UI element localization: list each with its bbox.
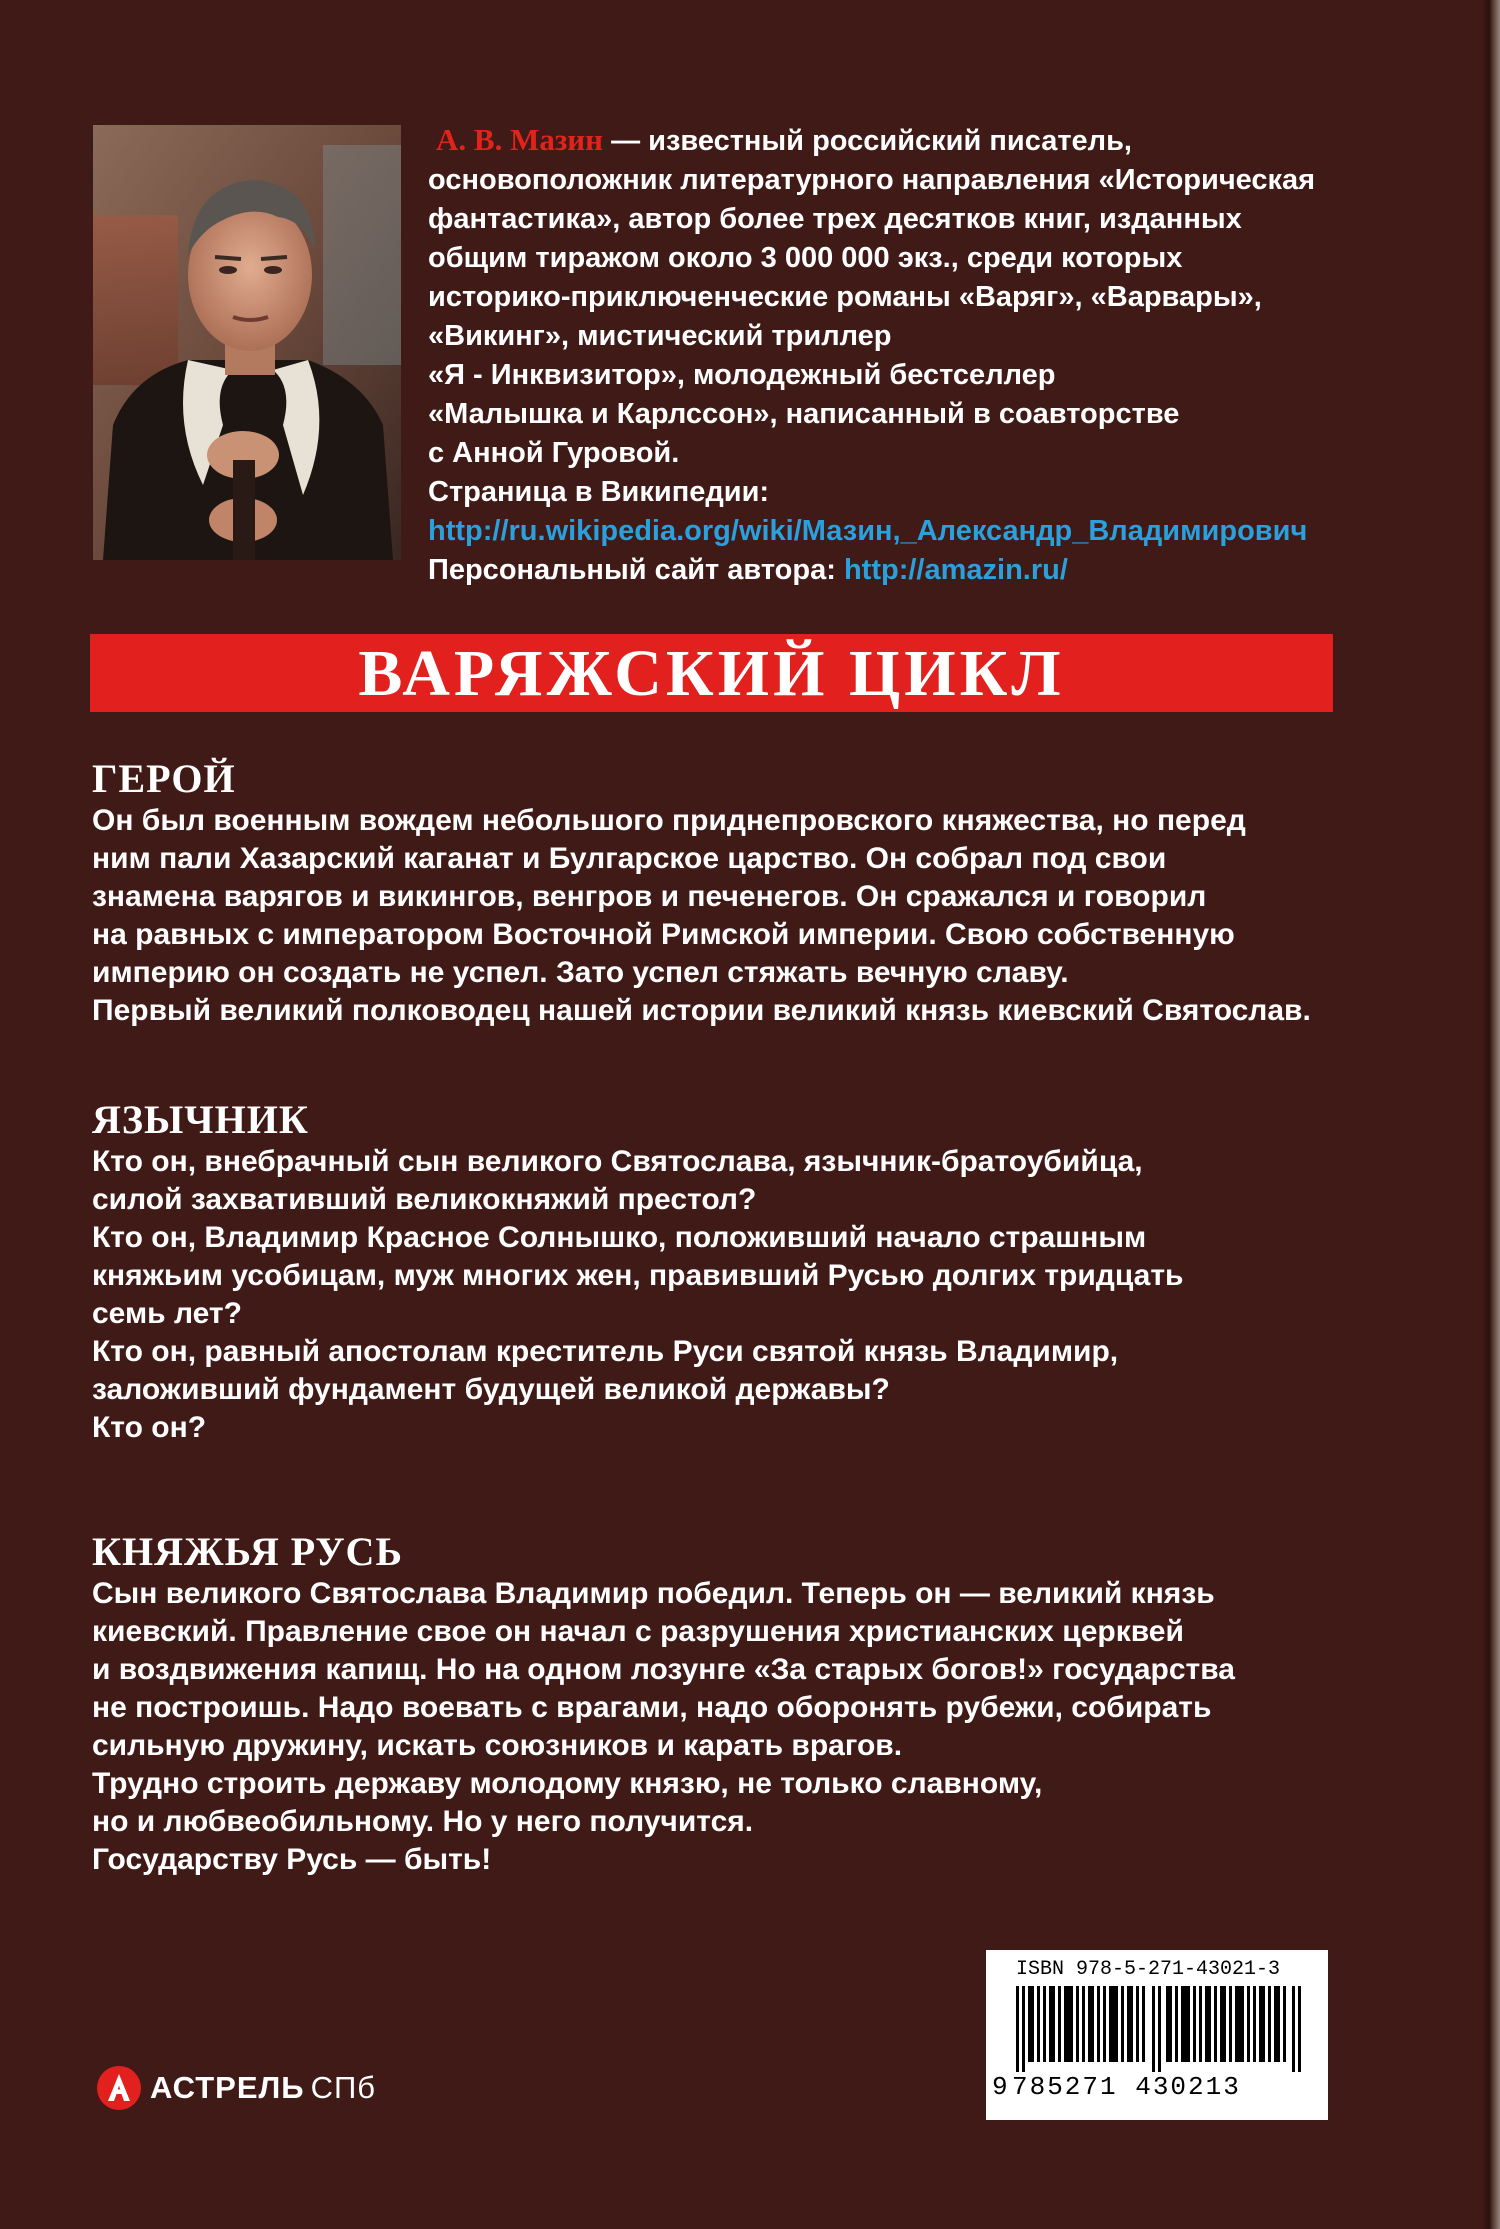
astrel-logo-icon [96,2065,142,2111]
section-line: Кто он, Владимир Красное Солнышко, положивший начало страшным [92,1221,1147,1254]
author-name: А. В. Мазин [436,122,604,157]
bio-line-1 [428,120,1328,161]
series-banner [90,634,1333,712]
section-line: княжьим усобицам, муж многих жен, правивший Русью долгих тридцать [92,1259,1184,1292]
section-line: Кто он, равный апостолам креститель Руси святой князь Владимир, [92,1335,1119,1368]
cover-edge [1482,0,1500,2229]
publisher-suffix: СПб [310,2070,376,2105]
bio-text-first: — известный российский писатель, [611,125,1132,157]
section-line: Государству Русь — быть! [92,1843,492,1876]
wikipedia-link[interactable]: http://ru.wikipedia.org/wiki/Мазин,_Александр_Владимирович [428,515,1308,547]
section-line: не построишь. Надо воевать с врагами, надо оборонять рубежи, собирать [92,1691,1212,1724]
bio-line: историко-приключенческие романы «Варяг», «Варвары», [428,281,1262,313]
author-bio [428,120,1328,590]
book-section-geroi [92,756,1342,1030]
section-title: ЯЗЫЧНИК [92,1097,309,1142]
ean-digits: 785271 430213 [1012,2072,1241,2102]
section-line: Трудно строить державу молодому князю, не только славному, [92,1767,1043,1800]
section-line: силой захвативший великокняжий престол? [92,1183,757,1216]
section-line: Сын великого Святослава Владимир победил. Теперь он — великий князь [92,1577,1215,1610]
section-line: сильную дружину, искать союзников и карать врагов. [92,1729,903,1762]
section-line: но и любвеобильному. Но у него получится. [92,1805,754,1838]
book-section-yazychnik [92,1097,1342,1447]
isbn-number: ISBN 978-5-271-43021-3 [1016,1958,1281,1981]
bio-line: «Викинг», мистический триллер [428,320,892,352]
bio-line: Страница в Википедии: [428,476,770,508]
author-photo [93,125,401,560]
section-line: Кто он? [92,1411,207,1444]
author-site-link[interactable]: http://amazin.ru/ [843,554,1068,586]
bio-line: «Я - Инквизитор», молодежный бестселлер [428,359,1056,391]
ean-first-digit: 9 [992,2072,1008,2102]
isbn-barcode-box [986,1950,1328,2120]
bio-line: общим тиражом около 3 000 000 экз., среди которых [428,242,1183,274]
site-line [428,551,1328,590]
bio-line: фантастика», автор более трех десятков книг, изданных [428,203,1242,235]
section-title: ГЕРОЙ [92,756,236,801]
section-line: на равных с императором Восточной Римской империи. Свою собственную [92,918,1235,951]
section-title: КНЯЖЬЯ РУСЬ [92,1529,403,1574]
site-label: Персональный сайт автора: [428,554,836,586]
barcode-icon [1016,1986,1302,2072]
book-section-knyazhya-rus [92,1529,1342,1879]
section-line: Кто он, внебрачный сын великого Святослава, язычник-братоубийца, [92,1145,1143,1178]
bio-line: основоположник литературного направления «Историческая [428,164,1316,196]
publisher-name: АСТРЕЛЬ [150,2070,305,2105]
section-line: империю он создать не успел. Зато успел стяжать вечную славу. [92,956,1069,989]
section-line: ним пали Хазарский каганат и Булгарское царство. Он собрал под свои [92,842,1167,875]
section-line: киевский. Правление свое он начал с разрушения христианских церквей [92,1615,1184,1648]
bio-line: «Малышка и Карлссон», написанный в соавторстве [428,398,1180,430]
publisher-logo [96,2064,376,2112]
series-title: ВАРЯЖСКИЙ ЦИКЛ [358,637,1065,710]
section-line: Он был военным вождем небольшого приднепровского княжества, но перед [92,804,1246,837]
section-line: и воздвижения капищ. Но на одном лозунге «За старых богов!» государства [92,1653,1235,1686]
section-line: знамена варягов и викингов, венгров и печенегов. Он сражался и говорил [92,880,1207,913]
section-line: заложивший фундамент будущей великой державы? [92,1373,890,1406]
section-line: семь лет? [92,1297,242,1330]
bio-line: с Анной Гуровой. [428,437,680,469]
section-line: Первый великий полководец нашей истории великий князь киевский Святослав. [92,994,1311,1027]
